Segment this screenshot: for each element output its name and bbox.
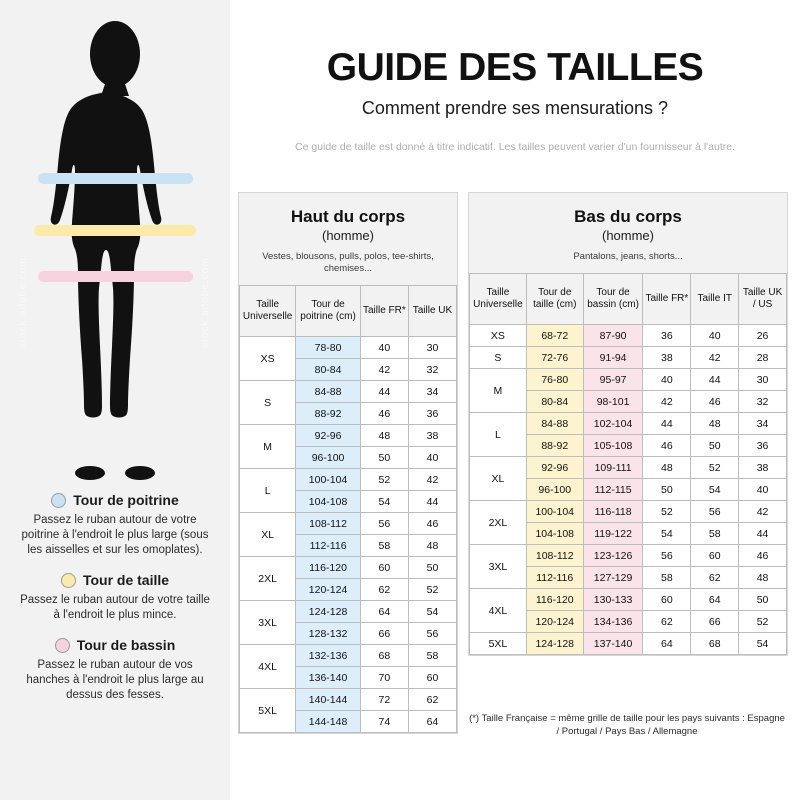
cell-it: 48 bbox=[691, 413, 739, 435]
cell-hip: 87-90 bbox=[583, 325, 643, 347]
cell-fr: 56 bbox=[360, 513, 408, 535]
cell-waist: 104-108 bbox=[526, 523, 583, 545]
lower-body-card-head bbox=[469, 193, 787, 273]
cell-uk-us: 32 bbox=[739, 391, 787, 413]
cell-it: 50 bbox=[691, 435, 739, 457]
cell-fr: 54 bbox=[643, 523, 691, 545]
cell-it: 46 bbox=[691, 391, 739, 413]
col-fr: Taille FR* bbox=[643, 274, 691, 325]
cell-uk: 46 bbox=[408, 513, 456, 535]
cell-fr: 54 bbox=[360, 491, 408, 513]
cell-chest: 116-120 bbox=[296, 557, 361, 579]
cell-uk-us: 46 bbox=[739, 545, 787, 567]
table-row bbox=[470, 325, 787, 347]
upper-body-subtitle: (homme) bbox=[321, 228, 374, 243]
cell-it: 62 bbox=[691, 567, 739, 589]
table-row bbox=[470, 545, 787, 567]
cell-waist: 68-72 bbox=[526, 325, 583, 347]
cell-uk: 36 bbox=[408, 403, 456, 425]
cell-chest: 104-108 bbox=[296, 491, 361, 513]
cell-chest: 120-124 bbox=[296, 579, 361, 601]
cell-hip: 134-136 bbox=[583, 611, 643, 633]
cell-fr: 40 bbox=[643, 369, 691, 391]
cell-uk-us: 34 bbox=[739, 413, 787, 435]
cell-waist: 80-84 bbox=[526, 391, 583, 413]
cell-it: 52 bbox=[691, 457, 739, 479]
cell-uk-us: 44 bbox=[739, 523, 787, 545]
cell-hip: 102-104 bbox=[583, 413, 643, 435]
cell-fr: 40 bbox=[360, 337, 408, 359]
cell-waist: 76-80 bbox=[526, 369, 583, 391]
cell-fr: 64 bbox=[360, 601, 408, 623]
cell-hip: 95-97 bbox=[583, 369, 643, 391]
cell-hip: 119-122 bbox=[583, 523, 643, 545]
cell-it: 56 bbox=[691, 501, 739, 523]
cell-uk: 40 bbox=[408, 447, 456, 469]
legend-text-chest: Passez le ruban autour de votre poitrine à l'endroit le plus large (sous les aisselles et sur les omoplates). bbox=[21, 514, 209, 556]
table-row bbox=[470, 633, 787, 655]
cell-hip: 127-129 bbox=[583, 567, 643, 589]
cell-universal-size: 3XL bbox=[240, 601, 296, 645]
cell-hip: 105-108 bbox=[583, 435, 643, 457]
table-row bbox=[470, 369, 787, 391]
cell-it: 68 bbox=[691, 633, 739, 655]
cell-uk-us: 30 bbox=[739, 369, 787, 391]
cell-hip: 116-118 bbox=[583, 501, 643, 523]
table-row bbox=[240, 557, 457, 579]
cell-waist: 120-124 bbox=[526, 611, 583, 633]
cell-chest: 136-140 bbox=[296, 667, 361, 689]
cell-uk: 62 bbox=[408, 689, 456, 711]
cell-uk: 50 bbox=[408, 557, 456, 579]
cell-fr: 62 bbox=[360, 579, 408, 601]
cell-universal-size: XS bbox=[470, 325, 527, 347]
cell-waist: 112-116 bbox=[526, 567, 583, 589]
table-row bbox=[240, 645, 457, 667]
figure-illustration bbox=[0, 18, 230, 488]
cell-waist: 84-88 bbox=[526, 413, 583, 435]
cell-chest: 84-88 bbox=[296, 381, 361, 403]
cell-fr: 52 bbox=[360, 469, 408, 491]
cell-hip: 137-140 bbox=[583, 633, 643, 655]
cell-uk: 32 bbox=[408, 359, 456, 381]
table-row bbox=[240, 337, 457, 359]
cell-universal-size: 2XL bbox=[470, 501, 527, 545]
cell-uk: 52 bbox=[408, 579, 456, 601]
cell-uk-us: 50 bbox=[739, 589, 787, 611]
cell-waist: 108-112 bbox=[526, 545, 583, 567]
table-row bbox=[470, 501, 787, 523]
legend-item-chest bbox=[0, 492, 230, 558]
cell-it: 40 bbox=[691, 325, 739, 347]
waist-color-dot-icon bbox=[61, 573, 76, 588]
col-it: Taille IT bbox=[691, 274, 739, 325]
table-row bbox=[240, 513, 457, 535]
cell-fr: 46 bbox=[360, 403, 408, 425]
lower-body-description: Pantalons, jeans, shorts... bbox=[573, 251, 683, 262]
cell-uk: 30 bbox=[408, 337, 456, 359]
legend-title-hip: Tour de bassin bbox=[76, 637, 176, 653]
cell-universal-size: L bbox=[470, 413, 527, 457]
hip-color-dot-icon bbox=[55, 638, 70, 653]
cell-hip: 123-126 bbox=[583, 545, 643, 567]
chest-color-dot-icon bbox=[51, 493, 66, 508]
cell-uk-us: 48 bbox=[739, 567, 787, 589]
cell-uk: 54 bbox=[408, 601, 456, 623]
cell-universal-size: XL bbox=[470, 457, 527, 501]
cell-chest: 132-136 bbox=[296, 645, 361, 667]
cell-uk-us: 52 bbox=[739, 611, 787, 633]
cell-waist: 96-100 bbox=[526, 479, 583, 501]
cell-waist: 124-128 bbox=[526, 633, 583, 655]
cell-universal-size: 5XL bbox=[240, 689, 296, 733]
table-row bbox=[470, 413, 787, 435]
cell-chest: 100-104 bbox=[296, 469, 361, 491]
cell-chest: 78-80 bbox=[296, 337, 361, 359]
cell-chest: 128-132 bbox=[296, 623, 361, 645]
cell-uk-us: 38 bbox=[739, 457, 787, 479]
cell-chest: 96-100 bbox=[296, 447, 361, 469]
cell-uk-us: 42 bbox=[739, 501, 787, 523]
cell-chest: 80-84 bbox=[296, 359, 361, 381]
cell-uk: 38 bbox=[408, 425, 456, 447]
cell-uk: 64 bbox=[408, 711, 456, 733]
col-fr: Taille FR* bbox=[360, 286, 408, 337]
legend-item-waist bbox=[0, 572, 230, 623]
upper-body-title: Haut du corps bbox=[290, 207, 406, 226]
cell-chest: 124-128 bbox=[296, 601, 361, 623]
cell-fr: 56 bbox=[643, 545, 691, 567]
cell-universal-size: M bbox=[240, 425, 296, 469]
upper-body-description: Vestes, blousons, pulls, polos, tee-shirts, chemises... bbox=[262, 251, 434, 274]
cell-uk: 60 bbox=[408, 667, 456, 689]
cell-fr: 70 bbox=[360, 667, 408, 689]
waist-measure-band bbox=[34, 225, 196, 236]
left-panel bbox=[0, 0, 230, 800]
cell-universal-size: M bbox=[470, 369, 527, 413]
table-row bbox=[240, 689, 457, 711]
cell-hip: 91-94 bbox=[583, 347, 643, 369]
cell-fr: 74 bbox=[360, 711, 408, 733]
cell-fr: 66 bbox=[360, 623, 408, 645]
legend-title-waist: Tour de taille bbox=[82, 572, 170, 588]
cell-universal-size: S bbox=[470, 347, 527, 369]
cell-uk: 44 bbox=[408, 491, 456, 513]
table-row bbox=[240, 381, 457, 403]
cell-universal-size: XL bbox=[240, 513, 296, 557]
table-row bbox=[240, 425, 457, 447]
cell-chest: 140-144 bbox=[296, 689, 361, 711]
cell-fr: 46 bbox=[643, 435, 691, 457]
cell-uk: 48 bbox=[408, 535, 456, 557]
cell-waist: 92-96 bbox=[526, 457, 583, 479]
cell-fr: 62 bbox=[643, 611, 691, 633]
watermark-right: stock.adobe.com bbox=[200, 257, 211, 348]
cell-hip: 130-133 bbox=[583, 589, 643, 611]
legend-item-hip bbox=[0, 637, 230, 703]
lower-body-title: Bas du corps bbox=[574, 207, 682, 226]
cell-fr: 58 bbox=[643, 567, 691, 589]
cell-it: 44 bbox=[691, 369, 739, 391]
cell-uk-us: 40 bbox=[739, 479, 787, 501]
cell-fr: 48 bbox=[360, 425, 408, 447]
cell-hip: 109-111 bbox=[583, 457, 643, 479]
male-silhouette-icon bbox=[10, 18, 220, 488]
col-universal-size: Taille Universelle bbox=[240, 286, 296, 337]
table-row bbox=[240, 469, 457, 491]
page-subtitle: Comment prendre ses mensurations ? bbox=[361, 98, 669, 118]
cell-uk-us: 36 bbox=[739, 435, 787, 457]
cell-fr: 44 bbox=[360, 381, 408, 403]
cell-universal-size: 3XL bbox=[470, 545, 527, 589]
table-header-row bbox=[240, 286, 457, 337]
cell-waist: 88-92 bbox=[526, 435, 583, 457]
cell-it: 58 bbox=[691, 523, 739, 545]
lower-body-card bbox=[468, 192, 788, 656]
table-header-row bbox=[470, 274, 787, 325]
cell-chest: 88-92 bbox=[296, 403, 361, 425]
legend-text-hip: Passez le ruban autour de vos hanches à l'endroit le plus large au dessus des fesses. bbox=[26, 659, 204, 701]
cell-it: 66 bbox=[691, 611, 739, 633]
cell-fr: 52 bbox=[643, 501, 691, 523]
cell-fr: 50 bbox=[643, 479, 691, 501]
cell-uk: 34 bbox=[408, 381, 456, 403]
upper-body-card bbox=[238, 192, 458, 734]
cell-uk: 42 bbox=[408, 469, 456, 491]
watermark-left: stock.adobe.com bbox=[18, 257, 29, 348]
lower-body-table bbox=[469, 273, 787, 655]
cell-hip: 98-101 bbox=[583, 391, 643, 413]
cell-uk-us: 54 bbox=[739, 633, 787, 655]
legend-title-chest: Tour de poitrine bbox=[73, 492, 179, 508]
cell-fr: 38 bbox=[643, 347, 691, 369]
cell-chest: 92-96 bbox=[296, 425, 361, 447]
cell-fr: 42 bbox=[643, 391, 691, 413]
table-row bbox=[470, 457, 787, 479]
cell-fr: 44 bbox=[643, 413, 691, 435]
cell-waist: 72-76 bbox=[526, 347, 583, 369]
hip-measure-band bbox=[38, 271, 193, 282]
lower-body-subtitle: (homme) bbox=[601, 228, 654, 243]
cell-universal-size: XS bbox=[240, 337, 296, 381]
cell-it: 60 bbox=[691, 545, 739, 567]
cell-fr: 58 bbox=[360, 535, 408, 557]
cell-hip: 112-115 bbox=[583, 479, 643, 501]
cell-fr: 60 bbox=[643, 589, 691, 611]
cell-fr: 60 bbox=[360, 557, 408, 579]
legend bbox=[0, 492, 230, 717]
legend-text-waist: Passez le ruban autour de votre taille à l'endroit le plus mince. bbox=[20, 594, 210, 621]
cell-fr: 48 bbox=[643, 457, 691, 479]
disclaimer-text: Ce guide de taille est donné à titre indicatif. Les tailles peuvent varier d'un fournisseur à l'autre. bbox=[294, 141, 735, 153]
col-chest: Tour de poitrine (cm) bbox=[296, 286, 361, 337]
upper-body-table bbox=[239, 285, 457, 733]
header bbox=[230, 0, 800, 153]
table-row bbox=[470, 347, 787, 369]
cell-fr: 50 bbox=[360, 447, 408, 469]
cell-uk-us: 28 bbox=[739, 347, 787, 369]
cell-it: 42 bbox=[691, 347, 739, 369]
cell-universal-size: L bbox=[240, 469, 296, 513]
cell-chest: 144-148 bbox=[296, 711, 361, 733]
col-uk-us: Taille UK / US bbox=[739, 274, 787, 325]
chest-measure-band bbox=[38, 173, 193, 184]
page-title: GUIDE DES TAILLES bbox=[326, 46, 704, 89]
cell-universal-size: 4XL bbox=[240, 645, 296, 689]
cell-it: 54 bbox=[691, 479, 739, 501]
cell-fr: 64 bbox=[643, 633, 691, 655]
cell-chest: 112-116 bbox=[296, 535, 361, 557]
cell-fr: 42 bbox=[360, 359, 408, 381]
cell-fr: 68 bbox=[360, 645, 408, 667]
col-uk: Taille UK bbox=[408, 286, 456, 337]
col-universal-size: Taille Universelle bbox=[470, 274, 527, 325]
cell-uk-us: 26 bbox=[739, 325, 787, 347]
col-hip: Tour de bassin (cm) bbox=[583, 274, 643, 325]
cell-fr: 72 bbox=[360, 689, 408, 711]
table-row bbox=[240, 601, 457, 623]
cell-universal-size: S bbox=[240, 381, 296, 425]
cell-uk: 56 bbox=[408, 623, 456, 645]
cell-waist: 116-120 bbox=[526, 589, 583, 611]
cell-fr: 36 bbox=[643, 325, 691, 347]
cell-uk: 58 bbox=[408, 645, 456, 667]
upper-body-card-head bbox=[239, 193, 457, 285]
cell-universal-size: 5XL bbox=[470, 633, 527, 655]
cell-waist: 100-104 bbox=[526, 501, 583, 523]
cell-chest: 108-112 bbox=[296, 513, 361, 535]
cell-it: 64 bbox=[691, 589, 739, 611]
footnote: (*) Taille Française = même grille de taille pour les pays suivants : Espagne / Portugal / Pays Bas / Allemagne bbox=[469, 713, 785, 737]
cell-universal-size: 2XL bbox=[240, 557, 296, 601]
cell-universal-size: 4XL bbox=[470, 589, 527, 633]
table-row bbox=[470, 589, 787, 611]
col-waist: Tour de taille (cm) bbox=[526, 274, 583, 325]
